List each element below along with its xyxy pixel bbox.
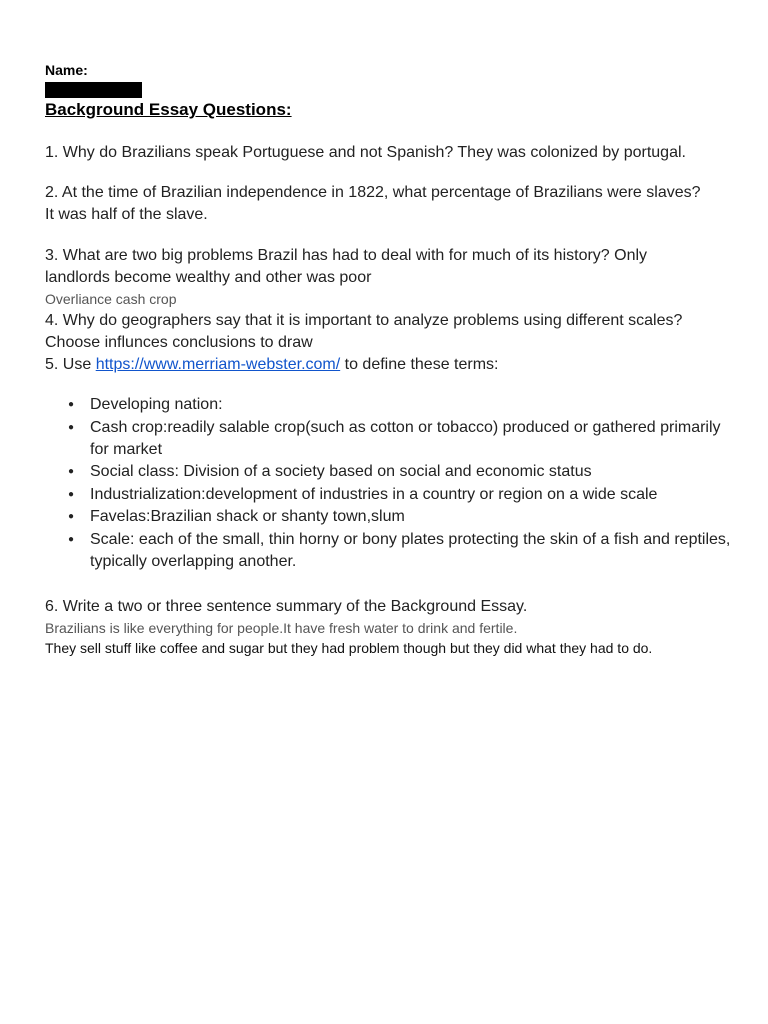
terms-list <box>45 394 735 573</box>
list-item: ● Developing nation: <box>90 394 735 416</box>
question-2-answer: It was half of the slave. <box>45 206 208 223</box>
question-4 <box>45 310 735 354</box>
question-3-note: Overliance cash crop <box>45 291 177 307</box>
question-1: 1. Why do Brazilians speak Portuguese and not Spanish? They was colonized by portugal. <box>45 144 686 161</box>
question-2-line-1: 2. At the time of Brazilian independence in 1822, what percentage of Brazilians were slaves? <box>45 184 701 201</box>
question-6-prompt: 6. Write a two or three sentence summary of the Background Essay. <box>45 598 528 615</box>
question-6-answer-line-2: They sell stuff like coffee and sugar but they had problem though but they did what they had to do. <box>45 640 653 656</box>
question-4-answer: Choose influnces conclusions to draw <box>45 334 313 351</box>
question-2 <box>45 182 735 226</box>
question-5-prefix: 5. Use <box>45 356 96 373</box>
page-title: Background Essay Questions: <box>45 100 292 119</box>
question-6 <box>45 596 735 658</box>
question-3-line-1: 3. What are two big problems Brazil has had to deal with for much of its history? Only <box>45 247 648 264</box>
list-item: ● Social class: Division of a society based on social and economic status <box>90 461 735 483</box>
list-item: ● Cash crop:readily salable crop(such as cotton or tobacco) produced or gathered primarily for market <box>90 417 735 461</box>
question-4-line-1: 4. Why do geographers say that it is important to analyze problems using different scales? <box>45 312 683 329</box>
merriam-webster-link[interactable]: https://www.merriam-webster.com/ <box>95 356 341 373</box>
question-5 <box>45 354 735 376</box>
list-item: ● Industrialization:development of industries in a country or region on a wide scale <box>90 484 735 506</box>
question-3-answer: landlords become wealthy and other was poor <box>45 269 372 286</box>
question-6-answer-line-1: Brazilians is like everything for people.It have fresh water to drink and fertile. <box>45 620 518 636</box>
question-5-suffix: to define these terms: <box>340 356 499 373</box>
redacted-name-box <box>45 82 142 98</box>
name-label: Name: <box>45 62 88 78</box>
list-item: ● Favelas:Brazilian shack or shanty town,slum <box>90 506 735 528</box>
list-item: ● Scale: each of the small, thin horny or bony plates protecting the skin of a fish and reptiles, typically overlapping another. <box>90 529 735 573</box>
question-3 <box>45 245 735 309</box>
